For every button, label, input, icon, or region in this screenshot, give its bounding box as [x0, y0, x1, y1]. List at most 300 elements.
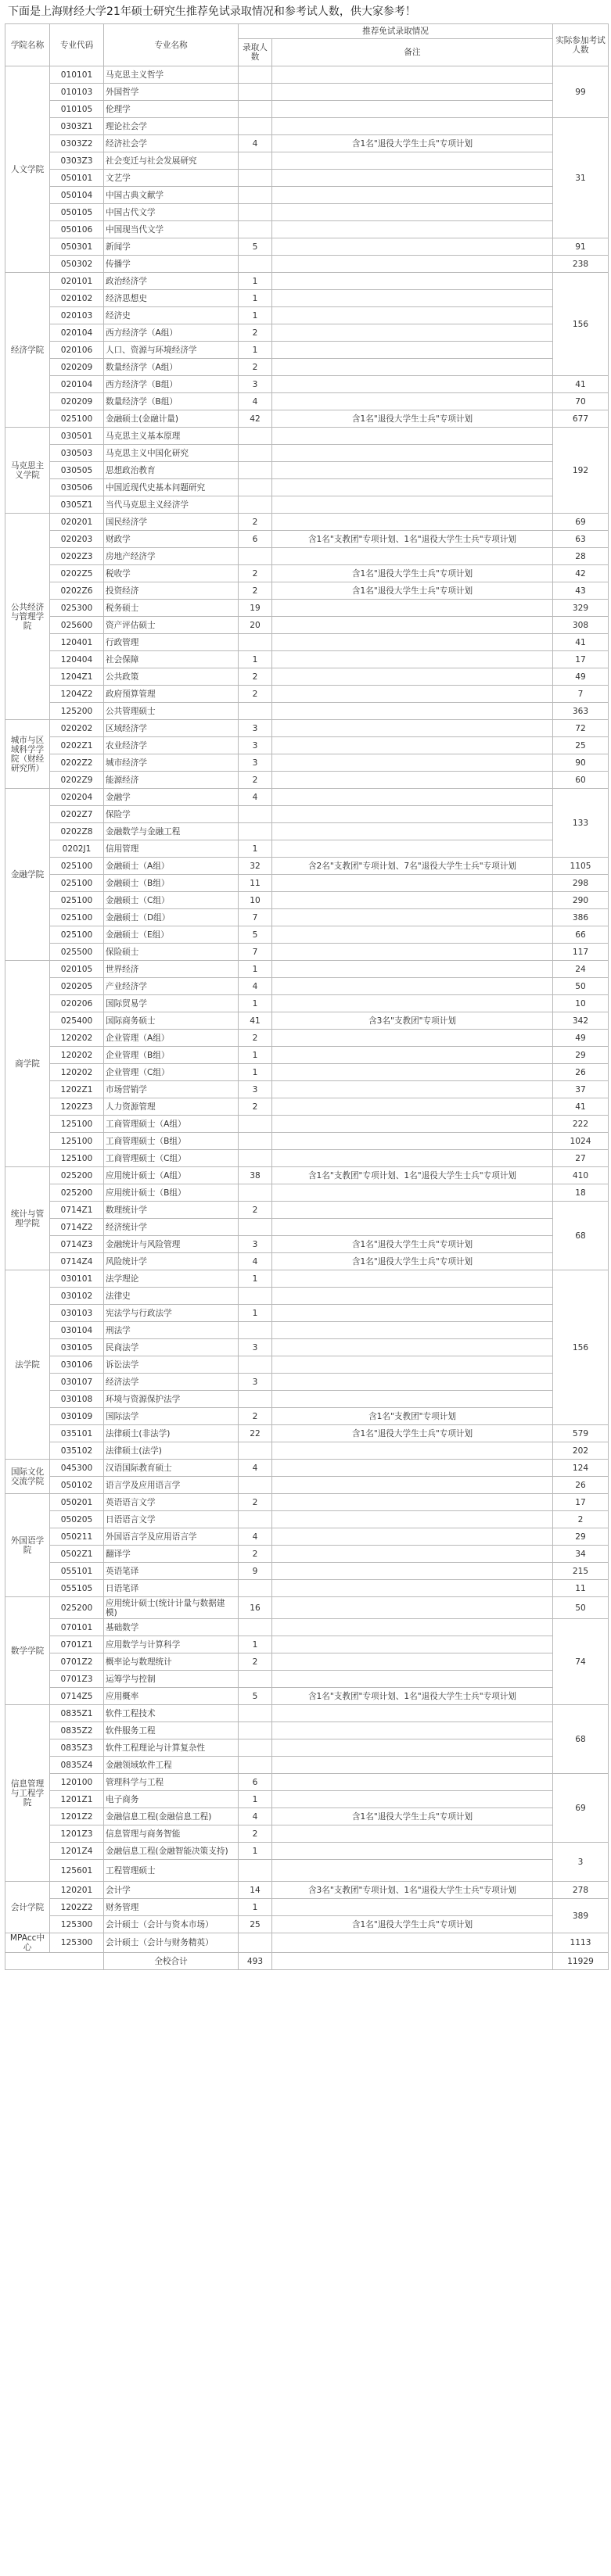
- admitted-cell: 3: [239, 1374, 272, 1391]
- admitted-cell: [239, 1933, 272, 1953]
- page-caption: 下面是上海财经大学21年硕士研究生推荐免试录取情况和参考试人数，供大家参考！: [8, 5, 416, 18]
- code-cell: 030506: [50, 479, 104, 496]
- note-cell: [272, 1636, 553, 1653]
- major-cell: 新闻学: [104, 238, 239, 256]
- note-cell: [272, 84, 553, 101]
- major-cell: 产业经济学: [104, 978, 239, 995]
- note-cell: [272, 926, 553, 944]
- admitted-cell: 4: [239, 1808, 272, 1825]
- major-cell: 金融硕士（D组）: [104, 909, 239, 926]
- major-cell: 国际贸易学: [104, 995, 239, 1012]
- table-row: [5, 1933, 609, 1953]
- admitted-cell: 1: [239, 1636, 272, 1653]
- major-cell: 传播学: [104, 256, 239, 273]
- admitted-cell: [239, 1619, 272, 1636]
- exam-count-cell: 156: [553, 273, 609, 376]
- note-cell: [272, 995, 553, 1012]
- note-cell: [272, 1477, 553, 1494]
- major-cell: 金融硕士（B组）: [104, 875, 239, 892]
- exam-count-cell: 117: [553, 944, 609, 961]
- code-cell: 050105: [50, 204, 104, 221]
- code-cell: 0714Z1: [50, 1202, 104, 1219]
- note-cell: 含1名"支教团"专项计划、1名"退役大学生士兵"专项计划: [272, 531, 553, 548]
- total-blank-cell: [5, 1953, 104, 1970]
- major-cell: 西方经济学（B组）: [104, 376, 239, 393]
- note-cell: [272, 1933, 553, 1953]
- table-row: [5, 428, 609, 445]
- total-row: [5, 1953, 609, 1970]
- admitted-cell: 5: [239, 1688, 272, 1705]
- admitted-cell: 2: [239, 514, 272, 531]
- exam-count-cell: 10: [553, 995, 609, 1012]
- code-cell: 0202Z2: [50, 754, 104, 772]
- admitted-cell: [239, 1860, 272, 1882]
- admitted-cell: [239, 1133, 272, 1150]
- col-code: 专业代码: [50, 24, 104, 66]
- table-row: [5, 1460, 609, 1477]
- admitted-cell: 1: [239, 840, 272, 858]
- major-cell: 金融硕士（A组）: [104, 858, 239, 875]
- note-cell: [272, 840, 553, 858]
- major-cell: 外国哲学: [104, 84, 239, 101]
- admitted-cell: 3: [239, 376, 272, 393]
- table-row: [5, 84, 609, 101]
- table-row: [5, 1528, 609, 1546]
- table-row: [5, 1030, 609, 1047]
- table-row: [5, 1477, 609, 1494]
- major-cell: 应用统计硕士(统计计量与数据建模): [104, 1597, 239, 1619]
- table-row: [5, 909, 609, 926]
- table-row: [5, 806, 609, 823]
- note-cell: [272, 944, 553, 961]
- note-cell: [272, 462, 553, 479]
- note-cell: [272, 754, 553, 772]
- code-cell: 0714Z5: [50, 1688, 104, 1705]
- code-cell: 030105: [50, 1339, 104, 1356]
- exam-count-cell: 49: [553, 668, 609, 686]
- code-cell: 0202Z3: [50, 548, 104, 565]
- code-cell: 050301: [50, 238, 104, 256]
- admitted-cell: 1: [239, 1270, 272, 1288]
- admitted-cell: 2: [239, 565, 272, 582]
- note-cell: 含1名"退役大学生士兵"专项计划: [272, 1916, 553, 1933]
- exam-count-cell: 63: [553, 531, 609, 548]
- note-cell: [272, 1860, 553, 1882]
- code-cell: 0835Z1: [50, 1705, 104, 1722]
- note-cell: [272, 118, 553, 135]
- table-row: [5, 1843, 609, 1860]
- major-cell: 区域经济学: [104, 720, 239, 737]
- exam-count-cell: 278: [553, 1882, 609, 1899]
- table-row: [5, 410, 609, 428]
- code-cell: 020106: [50, 342, 104, 359]
- major-cell: 金融领域软件工程: [104, 1757, 239, 1774]
- major-cell: 工商管理硕士（A组）: [104, 1116, 239, 1133]
- code-cell: 020104: [50, 376, 104, 393]
- table-row: [5, 1408, 609, 1425]
- admitted-cell: 1: [239, 342, 272, 359]
- code-cell: 125100: [50, 1150, 104, 1167]
- exam-count-cell: 17: [553, 651, 609, 668]
- code-cell: 030106: [50, 1356, 104, 1374]
- code-cell: 020202: [50, 720, 104, 737]
- admitted-cell: 4: [239, 1460, 272, 1477]
- note-cell: [272, 1064, 553, 1081]
- col-note: 备注: [272, 39, 553, 66]
- table-row: [5, 1494, 609, 1511]
- note-cell: [272, 393, 553, 410]
- note-cell: [272, 238, 553, 256]
- admitted-cell: 11: [239, 875, 272, 892]
- major-cell: 经济史: [104, 307, 239, 324]
- note-cell: 含1名"退役大学生士兵"专项计划: [272, 1236, 553, 1253]
- exam-count-cell: 42: [553, 565, 609, 582]
- college-cell: 法学院: [5, 1270, 50, 1460]
- admitted-cell: [239, 84, 272, 101]
- note-cell: [272, 1580, 553, 1597]
- admitted-cell: [239, 496, 272, 514]
- code-cell: 125200: [50, 703, 104, 720]
- note-cell: [272, 1494, 553, 1511]
- note-cell: [272, 668, 553, 686]
- table-row: [5, 1425, 609, 1442]
- col-exam: 实际参加考试人数: [553, 24, 609, 66]
- exam-count-cell: 91: [553, 238, 609, 256]
- major-cell: 企业管理（A组）: [104, 1030, 239, 1047]
- table-row: [5, 1356, 609, 1374]
- exam-count-cell: 238: [553, 256, 609, 273]
- college-cell: 国际文化交流学院: [5, 1460, 50, 1494]
- exam-count-cell: 68: [553, 1705, 609, 1774]
- code-cell: 0303Z1: [50, 118, 104, 135]
- note-cell: 含1名"支教团"专项计划、1名"退役大学生士兵"专项计划: [272, 1167, 553, 1184]
- code-cell: 1201Z3: [50, 1825, 104, 1843]
- table-row: [5, 1636, 609, 1653]
- code-cell: 120100: [50, 1774, 104, 1791]
- note-cell: [272, 307, 553, 324]
- exam-count-cell: 41: [553, 376, 609, 393]
- code-cell: 055101: [50, 1563, 104, 1580]
- note-cell: 含1名"退役大学生士兵"专项计划: [272, 1253, 553, 1270]
- exam-count-cell: 24: [553, 961, 609, 978]
- admitted-cell: [239, 479, 272, 496]
- note-cell: [272, 1219, 553, 1236]
- major-cell: 国际商务硕士: [104, 1012, 239, 1030]
- major-cell: 税收学: [104, 565, 239, 582]
- exam-count-cell: 18: [553, 1184, 609, 1202]
- code-cell: 020105: [50, 961, 104, 978]
- code-cell: 020203: [50, 531, 104, 548]
- table-row: [5, 118, 609, 135]
- table-row: [5, 634, 609, 651]
- college-cell: 金融学院: [5, 789, 50, 961]
- note-cell: 含1名"退役大学生士兵"专项计划: [272, 135, 553, 152]
- exam-count-cell: 2: [553, 1511, 609, 1528]
- table-row: [5, 307, 609, 324]
- code-cell: 025100: [50, 875, 104, 892]
- admitted-cell: [239, 1442, 272, 1460]
- exam-count-cell: 26: [553, 1477, 609, 1494]
- major-cell: 外国语言学及应用语言学: [104, 1528, 239, 1546]
- admitted-cell: 4: [239, 1528, 272, 1546]
- admitted-cell: 3: [239, 720, 272, 737]
- table-row: [5, 479, 609, 496]
- college-cell: 数学学院: [5, 1597, 50, 1705]
- table-header-row: [5, 24, 609, 39]
- admitted-cell: 7: [239, 944, 272, 961]
- table-row: [5, 376, 609, 393]
- table-row: [5, 944, 609, 961]
- table-row: [5, 892, 609, 909]
- col-college: 学院名称: [5, 24, 50, 66]
- admitted-cell: 4: [239, 135, 272, 152]
- major-cell: 刑法学: [104, 1322, 239, 1339]
- note-cell: [272, 1305, 553, 1322]
- code-cell: 025600: [50, 617, 104, 634]
- major-cell: 经济思想史: [104, 290, 239, 307]
- table-row: [5, 1899, 609, 1916]
- admitted-cell: [239, 204, 272, 221]
- table-row: [5, 703, 609, 720]
- table-row: [5, 1064, 609, 1081]
- table-row: [5, 135, 609, 152]
- code-cell: 0701Z1: [50, 1636, 104, 1653]
- table-row: [5, 256, 609, 273]
- major-cell: 房地产经济学: [104, 548, 239, 565]
- admitted-cell: 5: [239, 926, 272, 944]
- note-cell: [272, 703, 553, 720]
- note-cell: [272, 1774, 553, 1791]
- code-cell: 020103: [50, 307, 104, 324]
- major-cell: 中国现当代文学: [104, 221, 239, 238]
- major-cell: 政府预算管理: [104, 686, 239, 703]
- note-cell: [272, 651, 553, 668]
- major-cell: 行政管理: [104, 634, 239, 651]
- code-cell: 0202Z1: [50, 737, 104, 754]
- code-cell: 030108: [50, 1391, 104, 1408]
- note-cell: [272, 514, 553, 531]
- code-cell: 0701Z3: [50, 1671, 104, 1688]
- exam-count-cell: 31: [553, 118, 609, 238]
- major-cell: 汉语国际教育硕士: [104, 1460, 239, 1477]
- major-cell: 工商管理硕士（C组）: [104, 1150, 239, 1167]
- table-row: [5, 1671, 609, 1688]
- note-cell: [272, 66, 553, 84]
- major-cell: 公共管理硕士: [104, 703, 239, 720]
- code-cell: 010105: [50, 101, 104, 118]
- exam-count-cell: 1113: [553, 1933, 609, 1953]
- major-cell: 人口、资源与环境经济学: [104, 342, 239, 359]
- note-cell: [272, 101, 553, 118]
- admitted-cell: 1: [239, 651, 272, 668]
- col-admitted: 录取人数: [239, 39, 272, 66]
- table-row: [5, 514, 609, 531]
- admitted-cell: [239, 221, 272, 238]
- code-cell: 025100: [50, 410, 104, 428]
- code-cell: 030107: [50, 1374, 104, 1391]
- code-cell: 050106: [50, 221, 104, 238]
- major-cell: 金融信息工程(金融智能决策支持): [104, 1843, 239, 1860]
- note-cell: [272, 720, 553, 737]
- table-row: [5, 926, 609, 944]
- note-cell: [272, 1825, 553, 1843]
- major-cell: 经济法学: [104, 1374, 239, 1391]
- major-cell: 马克思主义中国化研究: [104, 445, 239, 462]
- major-cell: 法律硕士(法学): [104, 1442, 239, 1460]
- college-cell: 公共经济与管理学院: [5, 514, 50, 720]
- admitted-cell: 2: [239, 1494, 272, 1511]
- note-cell: [272, 1391, 553, 1408]
- table-row: [5, 1150, 609, 1167]
- table-row: [5, 720, 609, 737]
- code-cell: 025100: [50, 892, 104, 909]
- code-cell: 0202Z7: [50, 806, 104, 823]
- college-cell: 信息管理与工程学院: [5, 1705, 50, 1882]
- table-row: [5, 1047, 609, 1064]
- table-row: [5, 1305, 609, 1322]
- admitted-cell: 1: [239, 1305, 272, 1322]
- major-cell: 经济社会学: [104, 135, 239, 152]
- admitted-cell: 10: [239, 892, 272, 909]
- major-cell: 基础数学: [104, 1619, 239, 1636]
- major-cell: 社会保障: [104, 651, 239, 668]
- code-cell: 050205: [50, 1511, 104, 1528]
- note-cell: [272, 496, 553, 514]
- major-cell: 电子商务: [104, 1791, 239, 1808]
- college-cell: 商学院: [5, 961, 50, 1167]
- admitted-cell: [239, 462, 272, 479]
- exam-count-cell: 25: [553, 737, 609, 754]
- table-row: [5, 1116, 609, 1133]
- exam-count-cell: 363: [553, 703, 609, 720]
- code-cell: 025500: [50, 944, 104, 961]
- note-cell: [272, 1184, 553, 1202]
- exam-count-cell: 68: [553, 1202, 609, 1270]
- major-cell: 金融数学与金融工程: [104, 823, 239, 840]
- code-cell: 0202Z5: [50, 565, 104, 582]
- table-row: [5, 152, 609, 170]
- admitted-cell: [239, 187, 272, 204]
- table-row: [5, 531, 609, 548]
- admitted-cell: 19: [239, 600, 272, 617]
- exam-count-cell: 41: [553, 1098, 609, 1116]
- college-cell: 会计学院: [5, 1882, 50, 1933]
- code-cell: 1202Z3: [50, 1098, 104, 1116]
- admitted-cell: 14: [239, 1882, 272, 1899]
- exam-count-cell: 222: [553, 1116, 609, 1133]
- code-cell: 030503: [50, 445, 104, 462]
- admitted-cell: [239, 152, 272, 170]
- table-row: [5, 875, 609, 892]
- note-cell: [272, 1511, 553, 1528]
- admitted-cell: [239, 1580, 272, 1597]
- major-cell: 市场营销学: [104, 1081, 239, 1098]
- code-cell: 120404: [50, 651, 104, 668]
- note-cell: [272, 1619, 553, 1636]
- major-cell: 法律史: [104, 1288, 239, 1305]
- code-cell: 010103: [50, 84, 104, 101]
- table-row: [5, 1563, 609, 1580]
- major-cell: 应用统计硕士（B组）: [104, 1184, 239, 1202]
- note-cell: [272, 1791, 553, 1808]
- exam-count-cell: 70: [553, 393, 609, 410]
- major-cell: 英语笔译: [104, 1563, 239, 1580]
- table-row: [5, 772, 609, 789]
- major-cell: 能源经济: [104, 772, 239, 789]
- code-cell: 025300: [50, 600, 104, 617]
- exam-count-cell: 60: [553, 772, 609, 789]
- major-cell: 英语语言文学: [104, 1494, 239, 1511]
- major-cell: 法学理论: [104, 1270, 239, 1288]
- major-cell: 运筹学与控制: [104, 1671, 239, 1688]
- admitted-cell: 1: [239, 995, 272, 1012]
- note-cell: [272, 273, 553, 290]
- table-row: [5, 462, 609, 479]
- table-row: [5, 1791, 609, 1808]
- code-cell: 035101: [50, 1425, 104, 1442]
- exam-count-cell: 90: [553, 754, 609, 772]
- code-cell: 0714Z3: [50, 1236, 104, 1253]
- note-cell: [272, 1081, 553, 1098]
- college-cell: 外国语学院: [5, 1494, 50, 1597]
- admitted-cell: 2: [239, 359, 272, 376]
- table-row: [5, 101, 609, 118]
- exam-count-cell: 50: [553, 1597, 609, 1619]
- admitted-cell: [239, 703, 272, 720]
- admitted-cell: [239, 1288, 272, 1305]
- table-row: [5, 238, 609, 256]
- table-row: [5, 1253, 609, 1270]
- admitted-cell: 4: [239, 789, 272, 806]
- note-cell: [272, 170, 553, 187]
- major-cell: 应用概率: [104, 1688, 239, 1705]
- note-cell: [272, 1374, 553, 1391]
- note-cell: [272, 806, 553, 823]
- major-cell: 软件服务工程: [104, 1722, 239, 1739]
- code-cell: 1201Z2: [50, 1808, 104, 1825]
- note-cell: [272, 1722, 553, 1739]
- admitted-cell: [239, 1739, 272, 1757]
- admitted-cell: [239, 1722, 272, 1739]
- exam-count-cell: 27: [553, 1150, 609, 1167]
- exam-count-cell: 579: [553, 1425, 609, 1442]
- col-major: 专业名称: [104, 24, 239, 66]
- table-row: [5, 1619, 609, 1636]
- code-cell: 020101: [50, 273, 104, 290]
- major-cell: 西方经济学（A组）: [104, 324, 239, 342]
- exam-count-cell: 156: [553, 1270, 609, 1425]
- admitted-cell: [239, 1219, 272, 1236]
- major-cell: 理论社会学: [104, 118, 239, 135]
- table-row: [5, 290, 609, 307]
- note-cell: [272, 1705, 553, 1722]
- table-row: [5, 1322, 609, 1339]
- table-row: [5, 1288, 609, 1305]
- major-cell: 伦理学: [104, 101, 239, 118]
- code-cell: 020201: [50, 514, 104, 531]
- note-cell: 含1名"退役大学生士兵"专项计划: [272, 1425, 553, 1442]
- table-row: [5, 1167, 609, 1184]
- note-cell: [272, 1671, 553, 1688]
- note-cell: [272, 221, 553, 238]
- col-tuimian: 推荐免试录取情况: [239, 24, 553, 39]
- major-cell: 经济统计学: [104, 1219, 239, 1236]
- code-cell: 050101: [50, 170, 104, 187]
- admitted-cell: 1: [239, 290, 272, 307]
- note-cell: [272, 1528, 553, 1546]
- table-row: [5, 342, 609, 359]
- code-cell: 045300: [50, 1460, 104, 1477]
